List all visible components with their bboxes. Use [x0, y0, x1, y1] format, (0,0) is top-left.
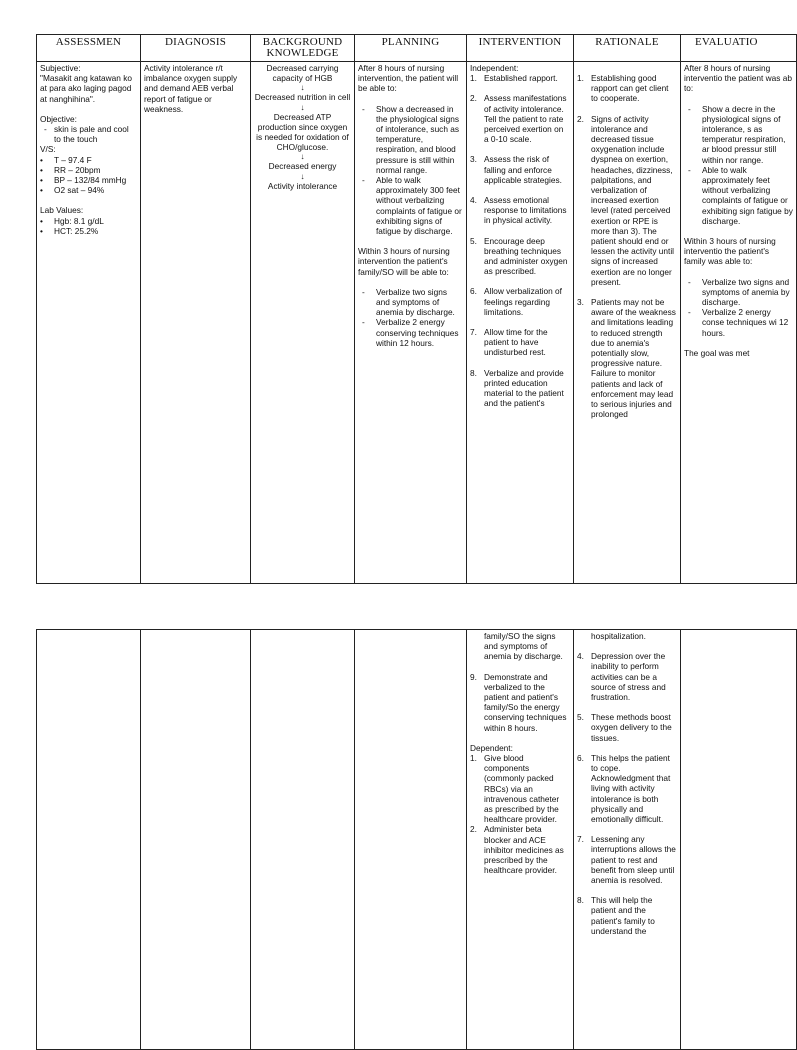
- rationale-item: 7. Lessening any interruptions allows the patient to rest and benefit from sleep until anemia is resolved.: [577, 834, 676, 886]
- intervention-item: 6. Allow verbalization of feelings regarding limitations.: [470, 286, 562, 317]
- vital-sign-item: • BP – 132/84 mmHg: [40, 175, 127, 186]
- evaluation-conclusion: The goal was met: [684, 347, 750, 358]
- intervention-item-continuation: family/SO the signs and symptoms of anemia by discharge.: [484, 631, 563, 662]
- rationale-item: 4. Depression over the inability to perform activities can be a source of stress and frustration.: [577, 651, 666, 703]
- evaluation-goal: - Verbalize 2 energy conse techniques wi 12 hours.: [688, 307, 789, 338]
- background-cell: [251, 62, 355, 584]
- evaluation-goal: - Able to walk approximately feet without verbalizing complaints of fatigue or exhibiting sign fatigue by discharge.: [688, 164, 793, 226]
- rationale-item-continuation: hospitalization.: [591, 631, 646, 641]
- down-arrow-icon: ↓: [300, 152, 305, 162]
- lab-value-item: • Hgb: 8.1 g/dL: [40, 215, 104, 226]
- objective-item: - skin is pale and cool to the touch: [44, 124, 129, 145]
- header-diagnosis: DIAGNOSIS: [141, 35, 251, 62]
- header-background-knowledge: BACKGROUND KNOWLEDGE: [251, 35, 355, 62]
- background-step: Decreased energy: [268, 161, 337, 172]
- planning-cell-continued: [355, 630, 467, 1050]
- down-arrow-icon: ↓: [300, 171, 305, 181]
- dependent-item: 1. Give blood components (commonly packed RBCs) via an intravenous catheter as prescribed by the healthcare provider.: [470, 753, 560, 825]
- intervention-item: 1. Established rapport.: [470, 73, 558, 84]
- lab-value-item: • HCT: 25.2%: [40, 225, 99, 236]
- planning-goal: - Verbalize two signs and symptoms of anemia by discharge.: [362, 286, 455, 318]
- objective-label: Objective:: [40, 113, 77, 124]
- background-step: Decreased ATP production since oxygen is needed for oxidation of CHO/glucose.: [256, 111, 349, 153]
- evaluation-intro-3h: Within 3 hours of nursing interventio the patient's family was able to:: [684, 236, 776, 267]
- page-gap: [0, 585, 768, 625]
- planning-cell: [355, 62, 467, 584]
- intervention-cell-continued: [467, 630, 574, 1050]
- evaluation-cell-continued: [681, 630, 797, 1050]
- planning-intro-3h: Within 3 hours of nursing intervention the patient's family/SO will be able to:: [358, 246, 450, 277]
- rationale-item: 8. This will help the patient and the patient's family to understand the: [577, 895, 655, 936]
- intervention-item: 8. Verbalize and provide printed education material to the patient and the patient's: [470, 367, 564, 409]
- intervention-item: 4. Assess emotional response to limitations in physical activity.: [470, 195, 567, 226]
- rationale-cell: [574, 62, 681, 584]
- background-cell-continued: [251, 630, 355, 1050]
- background-step: Activity intolerance: [267, 180, 338, 191]
- care-plan-table-page-1: [36, 34, 797, 584]
- background-step: Decreased carrying capacity of HGB: [266, 63, 339, 84]
- evaluation-goal: - Show a decre in the physiological signs of intolerance, s as temperatur respiration, ar blood pressur still within nor range.: [688, 103, 786, 165]
- down-arrow-icon: ↓: [300, 102, 305, 112]
- content-row-continued: [37, 630, 797, 1050]
- assessment-cell-continued: [37, 630, 141, 1050]
- evaluation-cell: [681, 62, 797, 584]
- subjective-label: Subjective:: [40, 63, 81, 73]
- rationale-item: 6. This helps the patient to cope. Acknowledgment that living with activity intolerance is both physically and emotionally difficult.: [577, 752, 671, 825]
- lab-values-label: Lab Values:: [40, 205, 84, 216]
- intervention-item: 3. Assess the risk of falling and enforce applicable strategies.: [470, 154, 562, 185]
- header-row: [37, 35, 797, 62]
- planning-goal: - Show a decreased in the physiological signs of intolerance, such as temperature, respiration, and blood pressure is still within normal range.: [362, 103, 460, 175]
- intervention-item: 5. Encourage deep breathing techniques and administer oxygen as prescribed.: [470, 235, 568, 277]
- planning-intro-8h: After 8 hours of nursing intervention, the patient will be able to:: [358, 63, 459, 94]
- rationale-item: 3. Patients may not be aware of the weakness and limitations leading to reduced strength due to anemia's potentially slow, progressive nature. Failure to monitor patients and lack of enforcement may lead to serious injuries and prolonged: [577, 297, 676, 420]
- header-evaluation: EVALUATIO: [681, 35, 797, 62]
- evaluation-intro-8h: After 8 hours of nursing interventio the patient was ab to:: [684, 63, 792, 94]
- intervention-item: 7. Allow time for the patient to have undisturbed rest.: [470, 327, 548, 358]
- down-arrow-icon: ↓: [300, 83, 305, 93]
- care-plan-table-page-2: [36, 629, 797, 1050]
- planning-goal: - Verbalize 2 energy conserving techniques within 12 hours.: [362, 317, 459, 348]
- background-step: Decreased nutrition in cell: [254, 92, 351, 103]
- rationale-item: 5. These methods boost oxygen delivery to the tissues.: [577, 712, 672, 743]
- assessment-cell: [37, 62, 141, 584]
- evaluation-goal: - Verbalize two signs and symptoms of anemia by discharge.: [688, 276, 790, 308]
- vital-signs-label: V/S:: [40, 144, 56, 155]
- planning-goal: - Able to walk approximately 300 feet without verbalizing complaints of fatigue or exhibiting signs of fatigue by discharge.: [362, 175, 462, 237]
- dependent-label: Dependent:: [470, 742, 513, 753]
- vital-sign-item: • T – 97.4 F: [40, 154, 92, 165]
- diagnosis-text: Activity intolerance r/t imbalance oxygen supply and demand AEB verbal report of fatigue or weakness.: [144, 63, 238, 114]
- content-row: [37, 62, 797, 584]
- header-rationale: RATIONALE: [574, 35, 681, 62]
- header-intervention: INTERVENTION: [467, 35, 574, 62]
- diagnosis-cell-continued: [141, 630, 251, 1050]
- document-page-2: [0, 625, 768, 1024]
- diagnosis-cell: [141, 62, 251, 584]
- rationale-item: 1. Establishing good rapport can get client to cooperate.: [577, 73, 669, 104]
- rationale-cell-continued: [574, 630, 681, 1050]
- rationale-item: 2. Signs of activity intolerance and decreased tissue oxygenation include dyspnea on exertion, headaches, dizziness, palpitations, and verbalization of increased exertion level (rated perceived exertion or RPE is more than 3). The patient should end or lessen the activity until signs of increased exertion are no longer present.: [577, 113, 675, 287]
- header-planning: PLANNING: [355, 35, 467, 62]
- vital-sign-item: • RR – 20bpm: [40, 164, 101, 175]
- header-assessment: ASSESSMEN: [37, 35, 141, 62]
- subjective-quote: "Masakit ang katawan ko at para ako laging pagod at nanghihina".: [40, 73, 132, 104]
- intervention-cell: [467, 62, 574, 584]
- intervention-item: 2. Assess manifestations of activity intolerance. Tell the patient to rate perceived exertion on a 0-10 scale.: [470, 93, 567, 145]
- independent-label: Independent:: [470, 63, 519, 73]
- intervention-item: 9. Demonstrate and verbalized to the patient and patient's family/So the energy conserving techniques within 8 hours.: [470, 671, 567, 733]
- dependent-item: 2. Administer beta blocker and ACE inhibitor medicines as prescribed by the healthcare provider.: [470, 824, 564, 876]
- vital-sign-item: • O2 sat – 94%: [40, 185, 105, 196]
